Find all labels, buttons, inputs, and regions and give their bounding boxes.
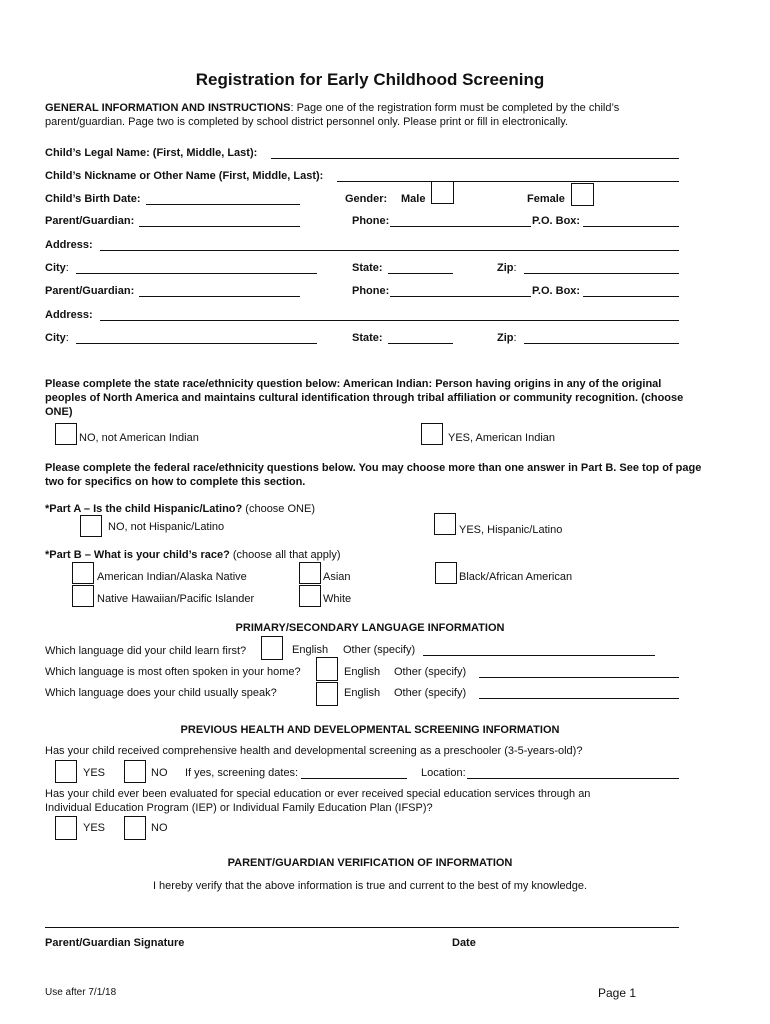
- phone-1-label: Phone:: [352, 215, 390, 227]
- language-q1-english-checkbox[interactable]: [261, 636, 283, 660]
- health-q2-yes-checkbox[interactable]: [55, 816, 77, 840]
- general-text: : Page one of the registration form must be completed by the child’s parent/guardian. Page two is completed by school district personnel only. Please print or fill in electronically.: [45, 102, 620, 128]
- language-q1-english-label: English: [292, 644, 329, 656]
- address-2-field[interactable]: [100, 320, 679, 321]
- language-q2-other-field[interactable]: [479, 677, 679, 678]
- language-q1: Which language did your child learn first?: [45, 645, 247, 657]
- address-1-field[interactable]: [100, 250, 679, 251]
- part-b-text: *Part B – What is your child’s race?: [45, 549, 230, 561]
- zip-2-label: [497, 332, 517, 344]
- part-b-question: [45, 549, 341, 561]
- state-2-label: State:: [352, 332, 383, 344]
- screening-dates-label: If yes, screening dates:: [185, 767, 299, 779]
- part-a-question: [45, 503, 315, 515]
- page-title: Registration for Early Childhood Screening: [195, 70, 545, 89]
- language-q2-other-label: Other (specify): [394, 666, 467, 678]
- footer-page-number: Page 1: [598, 986, 637, 1000]
- location-label: Location:: [421, 767, 466, 779]
- date-label: Date: [452, 937, 476, 949]
- legal-name-label: Child’s Legal Name: (First, Middle, Last):: [45, 147, 258, 159]
- language-q1-other-field[interactable]: [423, 655, 655, 656]
- general-instructions: [45, 101, 645, 129]
- state-race-instructions: Please complete the state race/ethnicity question below: American Indian: Person having origins in any of the original peoples of North America and maintains cultural identification through tribal affiliation or community recognition. (choose ONE): [45, 378, 684, 418]
- po-box-2-label: P.O. Box:: [532, 285, 581, 297]
- zip-2-colon: :: [513, 332, 517, 344]
- asian-checkbox[interactable]: [299, 562, 321, 584]
- verification-heading: PARENT/GUARDIAN VERIFICATION OF INFORMATION: [227, 857, 513, 869]
- po-box-1-field[interactable]: [583, 226, 679, 227]
- state-2-field[interactable]: [388, 343, 453, 344]
- city-1-colon: :: [65, 262, 69, 274]
- city-2-label: [45, 332, 69, 344]
- birth-date-field[interactable]: [146, 204, 300, 205]
- female-checkbox[interactable]: [571, 183, 594, 206]
- federal-race-instructions: Please complete the federal race/ethnicity questions below. You may choose more than one answer in Part B. See top of page two for specifics on how to complete this section.: [45, 462, 702, 488]
- verification-text: I hereby verify that the above information is true and current to the best of my knowledge.: [152, 880, 588, 892]
- american-indian-label: YES, American Indian: [448, 432, 556, 444]
- zip-1-field[interactable]: [524, 273, 679, 274]
- language-q2-english-label: English: [344, 666, 381, 678]
- language-q1-other-label: Other (specify): [343, 644, 416, 656]
- health-q2-no-checkbox[interactable]: [124, 816, 146, 840]
- phone-1-field[interactable]: [390, 226, 531, 227]
- zip-1-colon: :: [513, 262, 517, 274]
- parent-guardian-2-field[interactable]: [139, 296, 300, 297]
- footer-use-after: Use after 7/1/18: [45, 987, 117, 998]
- health-q1-no-label: NO: [151, 767, 168, 779]
- health-heading: PREVIOUS HEALTH AND DEVELOPMENTAL SCREENING INFORMATION: [180, 724, 560, 736]
- birth-date-label: Child’s Birth Date:: [45, 193, 141, 205]
- part-a-hint: (choose ONE): [242, 503, 315, 515]
- city-2-colon: :: [65, 332, 69, 344]
- gender-label: Gender:: [345, 193, 388, 205]
- language-q2: Which language is most often spoken in your home?: [45, 666, 301, 678]
- location-field[interactable]: [467, 778, 679, 779]
- not-american-indian-checkbox[interactable]: [55, 423, 77, 445]
- female-label: Female: [527, 193, 565, 205]
- city-1-label: [45, 262, 69, 274]
- city-1-field[interactable]: [76, 273, 317, 274]
- address-1-label: Address:: [45, 239, 93, 251]
- parent-guardian-2-label: Parent/Guardian:: [45, 285, 135, 297]
- not-hispanic-checkbox[interactable]: [80, 515, 102, 537]
- city-1-text: City: [45, 262, 66, 274]
- part-b-hint: (choose all that apply): [229, 549, 341, 561]
- po-box-1-label: P.O. Box:: [532, 215, 581, 227]
- hispanic-checkbox[interactable]: [434, 513, 456, 535]
- hispanic-label: YES, Hispanic/Latino: [459, 524, 563, 536]
- phone-2-label: Phone:: [352, 285, 390, 297]
- health-q1-no-checkbox[interactable]: [124, 760, 146, 783]
- language-q3-other-field[interactable]: [479, 698, 679, 699]
- language-q2-english-checkbox[interactable]: [316, 657, 338, 681]
- language-q3-english-label: English: [344, 687, 381, 699]
- language-heading: PRIMARY/SECONDARY LANGUAGE INFORMATION: [235, 622, 505, 634]
- asian-label: Asian: [323, 571, 351, 583]
- not-hispanic-label: NO, not Hispanic/Latino: [108, 521, 225, 533]
- zip-2-field[interactable]: [524, 343, 679, 344]
- city-2-field[interactable]: [76, 343, 317, 344]
- male-label: Male: [401, 193, 426, 205]
- american-indian-checkbox[interactable]: [421, 423, 443, 445]
- american-indian-alaska-label: American Indian/Alaska Native: [97, 571, 247, 583]
- health-q2-yes-label: YES: [83, 822, 106, 834]
- part-a-text: *Part A – Is the child Hispanic/Latino?: [45, 503, 243, 515]
- general-heading: GENERAL INFORMATION AND INSTRUCTIONS: [45, 102, 291, 114]
- nickname-field[interactable]: [337, 181, 679, 182]
- american-indian-alaska-checkbox[interactable]: [72, 562, 94, 584]
- state-1-label: State:: [352, 262, 383, 274]
- zip-1-text: Zip: [497, 262, 514, 274]
- po-box-2-field[interactable]: [583, 296, 679, 297]
- native-hawaiian-checkbox[interactable]: [72, 585, 94, 607]
- language-q3-english-checkbox[interactable]: [316, 682, 338, 706]
- health-q1-yes-label: YES: [83, 767, 106, 779]
- native-hawaiian-label: Native Hawaiian/Pacific Islander: [97, 593, 255, 605]
- zip-1-label: [497, 262, 517, 274]
- parent-guardian-1-label: Parent/Guardian:: [45, 215, 135, 227]
- nickname-label: Child’s Nickname or Other Name (First, Middle, Last):: [45, 170, 324, 182]
- legal-name-field[interactable]: [271, 158, 679, 159]
- address-2-label: Address:: [45, 309, 93, 321]
- health-q1-yes-checkbox[interactable]: [55, 760, 77, 783]
- state-1-field[interactable]: [388, 273, 453, 274]
- not-american-indian-label: NO, not American Indian: [79, 432, 199, 444]
- language-q3: Which language does your child usually speak?: [45, 687, 277, 699]
- black-african-american-checkbox[interactable]: [435, 562, 457, 584]
- language-q3-other-label: Other (specify): [394, 687, 467, 699]
- city-2-text: City: [45, 332, 66, 344]
- health-q2: Has your child ever been evaluated for special education or ever received special education services through an Individual Education Program (IEP) or Individual Family Education Plan (IFSP)?: [45, 788, 591, 814]
- white-checkbox[interactable]: [299, 585, 321, 607]
- male-checkbox[interactable]: [431, 181, 454, 204]
- zip-2-text: Zip: [497, 332, 514, 344]
- parent-guardian-1-field[interactable]: [139, 226, 300, 227]
- white-label: White: [323, 593, 352, 605]
- health-q1: Has your child received comprehensive health and developmental screening as a preschooler (3-5-years-old)?: [45, 745, 583, 757]
- signature-label: Parent/Guardian Signature: [45, 937, 185, 949]
- health-q2-no-label: NO: [151, 822, 168, 834]
- screening-dates-field[interactable]: [301, 778, 407, 779]
- black-african-american-label: Black/African American: [459, 571, 573, 583]
- signature-line[interactable]: [45, 927, 679, 928]
- phone-2-field[interactable]: [390, 296, 531, 297]
